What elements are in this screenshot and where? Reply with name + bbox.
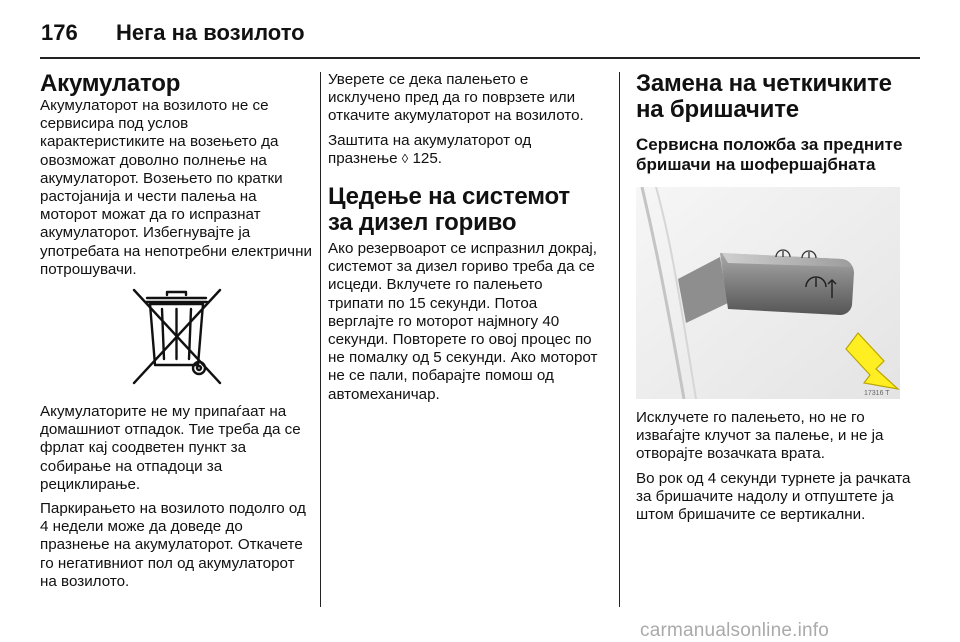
column-battery [40, 71, 312, 591]
battery-intro-text: Акумулаторот на возилото не се сервисира под услов карактеристиките на возењето да овозможат доволно полнење на акумулаторот. Возењето по кратки растојанија и чести палења на моторот можат да го испразнат акумулаторот. Избегнувајте ја употребата на непотребни електрични потрошувачи. [40, 97, 312, 278]
column-wiper [636, 71, 918, 524]
image-code: 17316 T [864, 390, 890, 397]
watermark: carmanualsonline.info [640, 620, 830, 641]
wiper-heading: Замена на четкичките на бришачите [636, 70, 892, 123]
column-diesel [328, 71, 600, 404]
column-divider-right [619, 72, 620, 607]
page-reference-link[interactable]: 125. [412, 149, 442, 167]
page-header [0, 0, 960, 60]
page-number: 176 [41, 20, 78, 45]
ignition-warning-text: Уверете се дека палењето е исклучено пред да го поврзете или откачите акумулаторот на возилото. [328, 71, 584, 125]
section-title: Нега на возилото [116, 20, 305, 45]
wiper-subheading: Сервисна положба за предните бришачи на шофершајбната [636, 135, 903, 174]
column-divider-left [320, 72, 321, 607]
battery-heading: Акумулатор [40, 70, 181, 97]
wiper-step2-text: Во рок од 4 секунди турнете ја рачката за бришачите надолу и отпуштете ја штом бришачите се вертикални. [636, 469, 911, 524]
battery-disposal-text: Акумулаторите не му припаѓаат на домашниот отпадок. Тие треба да се фрлат кај соодветен пункт за собирање на отпадоци за рециклирање. [40, 403, 301, 493]
diesel-heading: Цедење на системот за дизел гориво [328, 183, 570, 237]
page-reference-icon: ◊ [401, 150, 409, 166]
wiper-lever-photo-icon [636, 187, 900, 399]
diesel-procedure-text: Ако резервоарот се испразнил докрај, системот за дизел гориво треба да се исцеди. Вклучете го палењето трипати по 15 секунди. Потоа верглајте го моторот најмногу 40 секунди. Повторете го овој процес по не помалку од 5 секунди. Ако моторот не се пали, побарајте помош од автомеханичар. [328, 240, 598, 403]
header-divider [40, 57, 920, 59]
discharge-protection-label: Заштита на акумулаторот од празнење [328, 131, 532, 167]
crossed-out-wheelie-bin-icon [40, 287, 312, 389]
discharge-protection-text [328, 132, 600, 168]
wiper-step1-text: Исклучете го палењето, но не го изваѓајте клучот за палење, и не ја отворајте возачката врата. [636, 409, 884, 463]
battery-parking-text: Паркирањето на возилото подолго од 4 недели може да доведе до празнење на акумулаторот. Откачете го негативниот пол од акумулаторот на возилото. [40, 500, 306, 590]
